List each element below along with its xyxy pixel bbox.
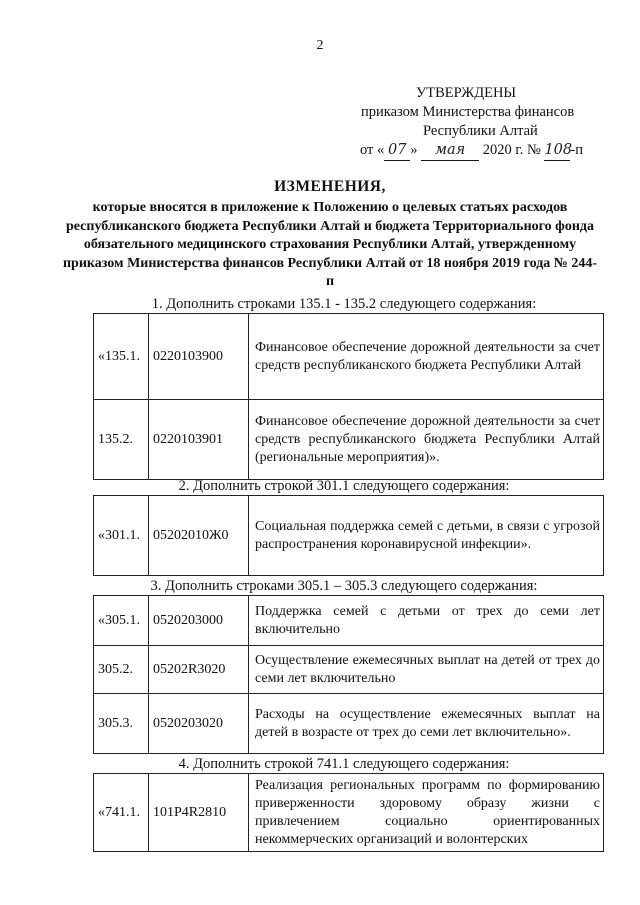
approval-republic: Республики Алтай: [423, 123, 538, 139]
row-kbk: 0520203020: [149, 694, 249, 754]
title-subtitle: которые вносятся в приложение к Положению о целевых статьях расходов республиканского бюджета Республики Алтай и бюджета Территориального фонда обязательного медицинского страхования Республики Алтай, утвержденному приказом Министерства финансов Республики Алтай от 18 ноября 2019 года № 244-п: [62, 200, 598, 289]
title-heading: ИЗМЕНЕНИЯ,: [274, 178, 386, 195]
row-kbk: 05202010Ж0: [149, 496, 249, 576]
row-description: Поддержка семей с детьми от трех до семи лет включительно: [249, 596, 604, 646]
section-title: 1. Дополнить строками 135.1 - 135.2 следующего содержания:: [151, 296, 537, 312]
row-description: Социальная поддержка семей с детьми, в связи с угрозой распространения коронавирусной инфекции».: [249, 496, 604, 576]
approval-date: [350, 141, 600, 161]
section-table: [93, 773, 604, 852]
row-code: «135.1.: [94, 314, 149, 400]
row-kbk: 05202R3020: [149, 646, 249, 694]
section-title: 3. Дополнить строками 305.1 – 305.3 следующего содержания:: [150, 578, 538, 594]
section-table: [93, 313, 604, 480]
row-kbk: 0520203000: [149, 596, 249, 646]
table-row: [94, 774, 604, 852]
row-description: Финансовое обеспечение дорожной деятельности за счет средств республиканского бюджета Республики Алтай: [249, 314, 604, 400]
row-kbk: 0220103901: [149, 400, 249, 480]
section-title: 4. Дополнить строкой 741.1 следующего содержания:: [178, 756, 510, 772]
table-row: [94, 314, 604, 400]
table-row: [94, 646, 604, 694]
row-code: «741.1.: [94, 774, 149, 852]
approval-block: [350, 84, 600, 161]
section-2: [93, 477, 603, 576]
row-description: Финансовое обеспечение дорожной деятельности за счет средств республиканского бюджета Республики Алтай (региональные мероприятия)».: [249, 400, 604, 480]
date-suffix: -п: [570, 142, 584, 158]
row-code: 305.3.: [94, 694, 149, 754]
page-number: 2: [316, 38, 324, 53]
date-year: 2020 г. №: [482, 142, 541, 158]
section-3: [93, 577, 603, 754]
handwritten-month: мая: [421, 141, 479, 161]
table-row: [94, 596, 604, 646]
row-code: 305.2.: [94, 646, 149, 694]
row-description: Расходы на осуществление ежемесячных выплат на детей в возрасте от трех до семи лет включительно».: [249, 694, 604, 754]
row-code: «301.1.: [94, 496, 149, 576]
handwritten-order-number: 108: [544, 141, 570, 161]
row-kbk: 101P4R2810: [149, 774, 249, 852]
date-prefix: от «: [360, 142, 385, 158]
table-row: [94, 496, 604, 576]
row-code: 135.2.: [94, 400, 149, 480]
document-title: [60, 178, 600, 292]
row-description: Осуществление ежемесячных выплат на детей от трех до семи лет включительно: [249, 646, 604, 694]
table-row: [94, 694, 604, 754]
date-mid: »: [410, 142, 418, 158]
table-row: [94, 400, 604, 480]
section-1: [93, 295, 603, 480]
row-description: Реализация региональных программ по формированию приверженности здоровому образу жизни с привлечением социально ориентированных некоммерческих организаций и волонтерских: [249, 774, 604, 852]
approval-order: приказом Министерства финансов: [361, 104, 575, 120]
section-title: 2. Дополнить строкой 301.1 следующего содержания:: [178, 478, 510, 494]
row-code: «305.1.: [94, 596, 149, 646]
section-4: [93, 755, 603, 852]
section-table: [93, 495, 604, 576]
section-table: [93, 595, 604, 754]
approval-title: УТВЕРЖДЕНЫ: [416, 85, 517, 101]
row-kbk: 0220103900: [149, 314, 249, 400]
handwritten-day: 07: [384, 141, 410, 161]
